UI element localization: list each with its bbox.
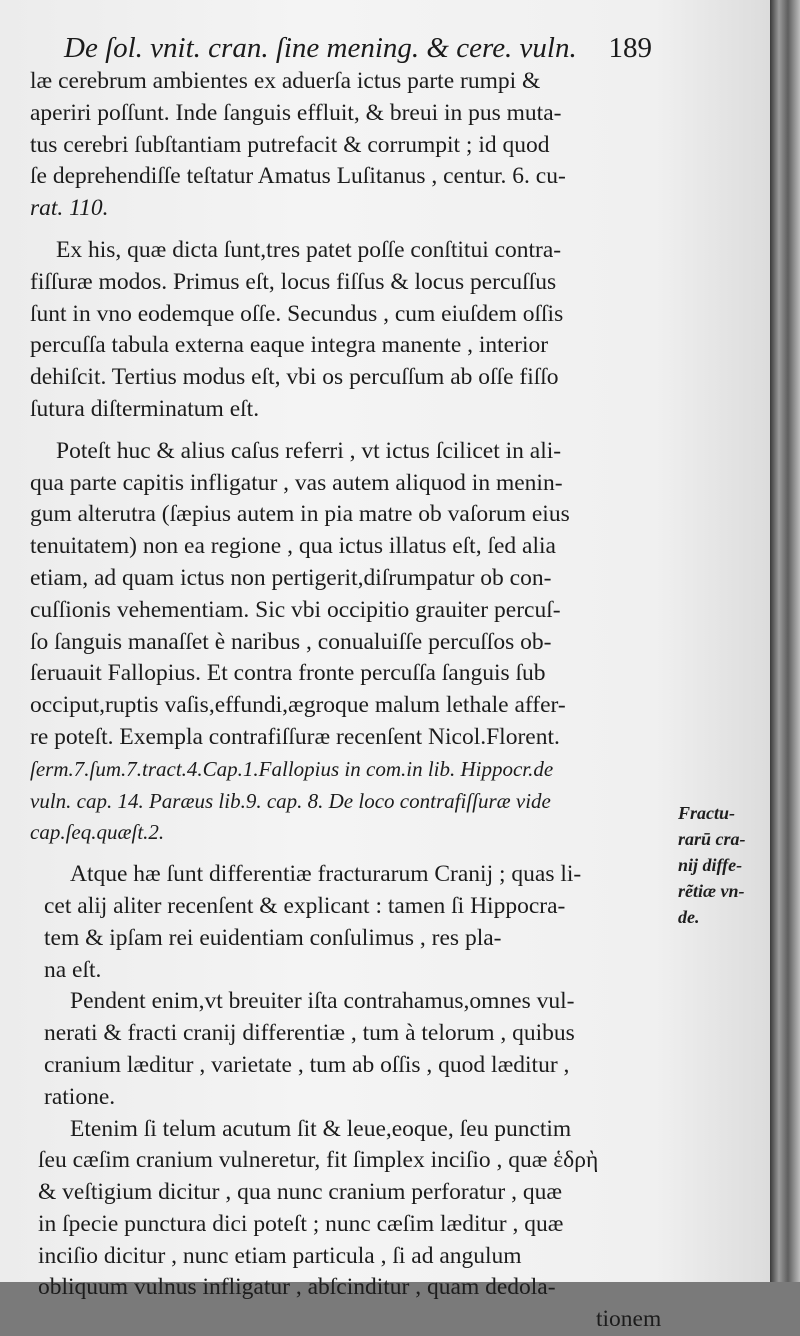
marginal-note-line: rarū cra- [678, 829, 746, 849]
text-line: Pendent enim,vt breuiter iſta contrahamus,omnes vul- [70, 988, 575, 1015]
marginal-note [678, 800, 768, 930]
running-title: De ſol. vnit. cran. ſine mening. & cere. vuln. [64, 32, 577, 64]
text-line: cranium læditur , varietate , tum ab oſſis , quod læditur , [44, 1051, 570, 1078]
text-line: ſutura diſterminatum eſt. [30, 395, 260, 422]
text-line: re poteſt. Exempla contrafiſſuræ recenſent Nicol.Florent. [30, 723, 560, 750]
text-line: Ex his, quæ dicta ſunt,tres patet poſſe conſtitui contra- [56, 236, 562, 263]
text-line: percuſſa tabula externa eaque integra manente , interior [30, 332, 549, 359]
text-line: ſerm.7.ſum.7.tract.4.Cap.1.Fallopius in com.in lib. Hippocr.de [30, 756, 554, 781]
text-line: dehiſcit. Tertius modus eſt, vbi os percuſſum ab oſſe fiſſo [30, 364, 559, 391]
text-line: etiam, ad quam ictus non pertigerit,diſrumpatur ob con- [30, 564, 552, 591]
text-line: tenuitatem) non ea regione , qua ictus illatus eſt, ſed alia [30, 533, 556, 560]
text-line: na eſt. [44, 956, 102, 983]
text-line: inciſio dicitur , nunc etiam particula , ſi ad angulum [38, 1242, 522, 1269]
text-line: Etenim ſi telum acutum ſit & leue,eoque, ſeu punctim [70, 1115, 572, 1142]
text-line: occiput,ruptis vaſis,effundi,ægroque malum lethale affer- [30, 692, 566, 719]
text-line: læ cerebrum ambientes ex aduerſa ictus parte rumpi & [30, 68, 541, 94]
text-line: cet alij aliter recenſent & explicant : tamen ſi Hippocra- [44, 892, 566, 919]
body-text [30, 66, 660, 1336]
text-line: ſo ſanguis manaſſet è naribus , conualuiſſe percuſſos ob- [30, 628, 552, 655]
marginal-note-line: rẽtiæ vn- [678, 881, 745, 901]
text-line: tus cerebri ſubſtantiam putrefacit & corrumpit ; id quod [30, 131, 550, 158]
text-line: fiſſuræ modos. Primus eſt, locus fiſſus & locus percuſſus [30, 268, 557, 295]
text-line: qua parte capitis infligatur , vas autem aliquod in menin- [30, 469, 563, 496]
page-number: 189 [608, 32, 652, 64]
text-line: ratione. [44, 1083, 116, 1110]
marginal-note-line: de. [678, 907, 700, 927]
text-line: ſeruauit Fallopius. Et contra fronte percuſſa ſanguis ſub [30, 660, 546, 687]
text-line: gum alterutra (ſæpius autem in pia matre ob vaſorum eius [30, 501, 570, 528]
text-line: Poteſt huc & alius caſus referri , vt ictus ſcilicet in ali- [56, 437, 562, 464]
text-line: & veſtigium dicitur , qua nunc cranium perforatur , quæ [38, 1179, 563, 1206]
text-line: ſe deprehendiſſe teſtatur Amatus Luſitanus , centur. 6. cu- [30, 163, 566, 190]
text-line: cap.ſeq.quæſt.2. [30, 820, 165, 845]
text-line: aperiri poſſunt. Inde ſanguis effluit, & breui in pus muta- [30, 99, 562, 126]
text-line: tem & ipſam rei euidentiam conſulimus , res pla- [44, 924, 502, 951]
marginal-note-line: Fractu- [678, 803, 736, 823]
text-line: cuſſionis vehementiam. Sic vbi occipitio grauiter percuſ- [30, 596, 561, 623]
page-edge-shadow [770, 0, 800, 1282]
text-line: rat. 110. [30, 195, 109, 222]
text-line: in ſpecie punctura dici poteſt ; nunc cæſim læditur , quæ [38, 1210, 564, 1237]
text-line: obliquum vulnus infligatur , abſcinditur , quam dedola- [38, 1274, 556, 1301]
text-line: Atque hæ ſunt differentiæ fracturarum Cranij ; quas li- [70, 861, 582, 888]
text-line: ſunt in vno eodemque oſſe. Secundus , cum eiuſdem oſſis [30, 300, 564, 327]
text-line: tionem [596, 1306, 662, 1333]
text-line: vuln. cap. 14. Paræus lib.9. cap. 8. De loco contrafiſſuræ vide [30, 788, 551, 813]
text-line: nerati & fracti cranij differentiæ , tum à telorum , quibus [44, 1020, 575, 1047]
text-line: ſeu cæſim cranium vulneretur, fit ſimplex inciſio , quæ ἑδρὴ [38, 1147, 599, 1174]
marginal-note-line: nij diffe- [678, 855, 743, 875]
